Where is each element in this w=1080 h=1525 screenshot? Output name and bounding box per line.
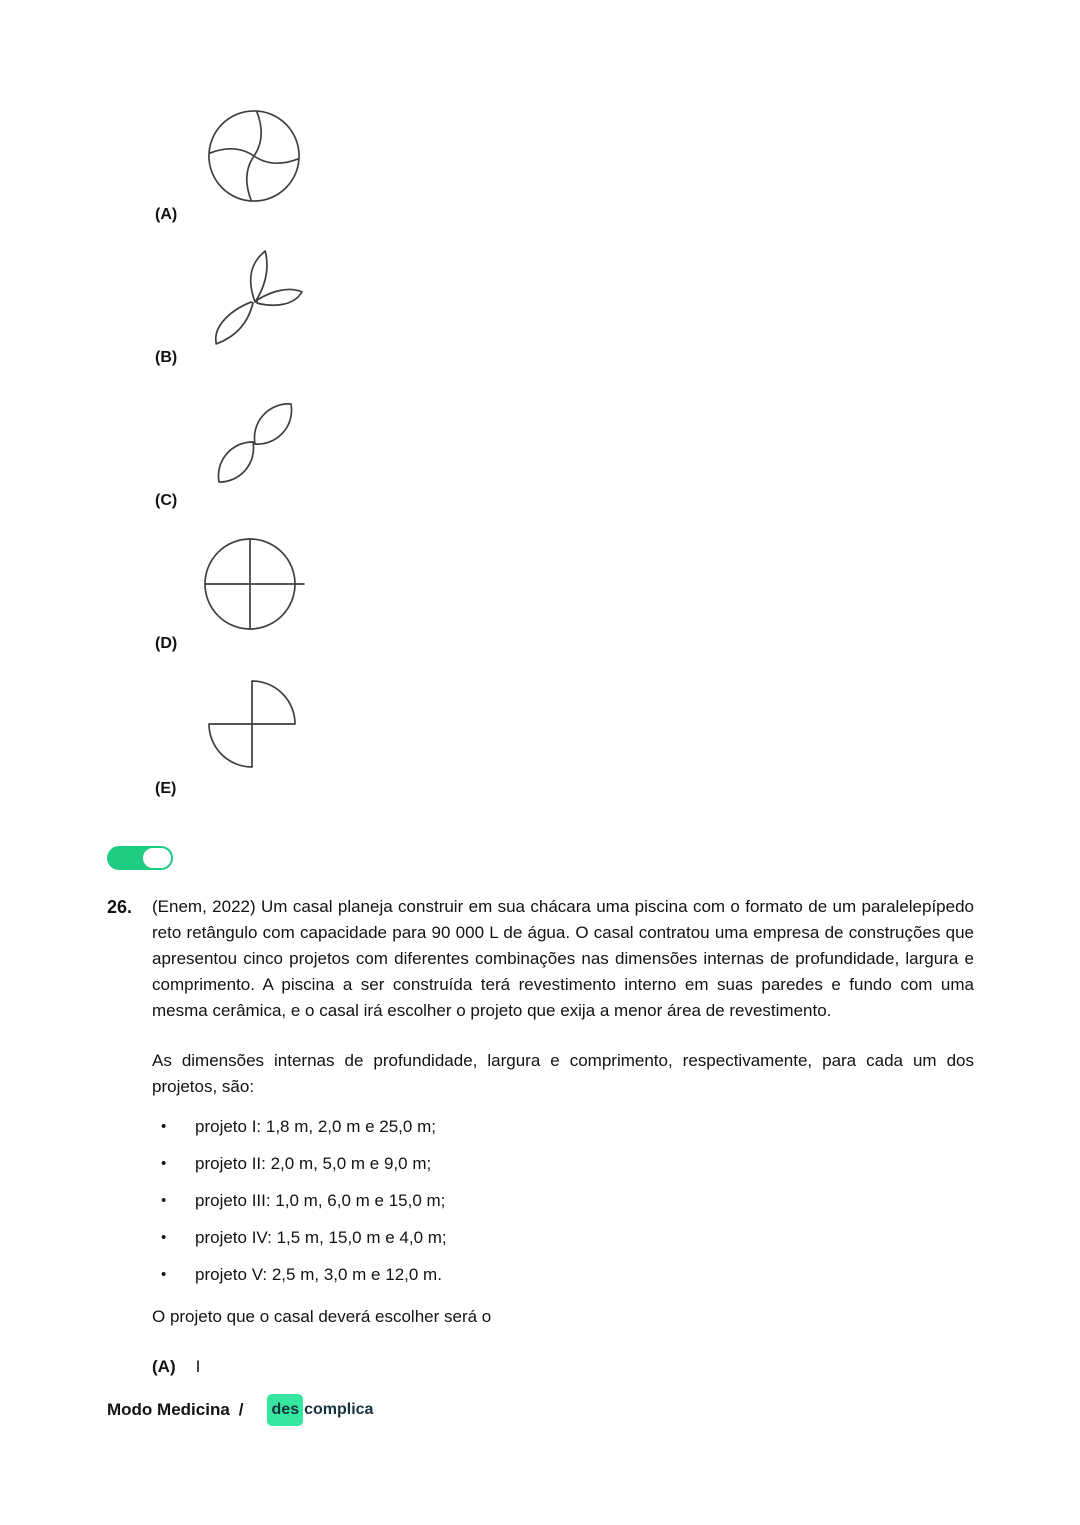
question-body [152,894,974,1380]
question-closing: O projeto que o casal deverá escolher será o [152,1307,492,1326]
answer-option-label: (A) [152,1357,176,1376]
option-e-figure [202,674,302,774]
list-item [152,1188,974,1214]
question-paragraph-1: (Enem, 2022) Um casal planeja construir em sua chácara uma piscina com o formato de um paralelepípedo reto retângulo com capacidade para 90 000 L de água. O casal contratou uma empresa de construções que apresentou cinco projetos com diferentes combinações nas dimensões internas de profundidade, largura e comprimento. A piscina a ser construída terá revestimento interno em suas paredes e fundo com uma mesma cerâmica, e o casal irá escolher o projeto que exija a menor área de revestimento. [152,897,974,1020]
page-footer [107,1394,373,1426]
logo-suffix-text: complica [304,1401,374,1418]
option-b-label: (B) [155,349,178,366]
project-ii-text: projeto II: 2,0 m, 5,0 m e 9,0 m; [195,1154,432,1173]
question-number: 26. [107,897,133,917]
option-b-figure [202,247,304,349]
question-26 [107,894,974,1380]
list-item [152,1114,974,1140]
project-v-text: projeto V: 2,5 m, 3,0 m e 12,0 m. [195,1265,442,1284]
projects-list [152,1114,974,1288]
bullet-icon: • [161,1192,167,1209]
project-iv-text: projeto IV: 1,5 m, 15,0 m e 4,0 m; [195,1228,447,1247]
curved-blades-pinwheel-icon [202,247,304,349]
answer-option-a [152,1354,974,1380]
descomplica-logo [267,1394,374,1426]
question-paragraph-2: As dimensões internas de profundidade, largura e comprimento, respectivamente, para cada um dos projetos, são: [152,1051,974,1096]
toggle-knob[interactable] [141,846,173,870]
list-item [152,1151,974,1177]
circle-cross-icon [202,534,306,634]
list-item [152,1225,974,1251]
option-c-figure [204,392,306,492]
footer-separator: / [238,1400,244,1419]
circle-pinwheel-icon [205,107,303,205]
bullet-icon: • [161,1229,167,1246]
option-a-figure [205,107,303,205]
bullet-icon: • [161,1155,167,1172]
option-d-label: (D) [155,635,178,652]
project-iii-text: projeto III: 1,0 m, 6,0 m e 15,0 m; [195,1191,446,1210]
option-c-label: (C) [155,492,178,509]
answer-toggle[interactable] [107,846,173,870]
logo-green-tile: des [267,1394,304,1426]
answer-option-value: I [195,1357,201,1376]
bullet-icon: • [161,1266,167,1283]
footer-brand-text: Modo Medicina [107,1400,230,1419]
list-item [152,1262,974,1288]
project-i-text: projeto I: 1,8 m, 2,0 m e 25,0 m; [195,1117,436,1136]
option-e-label: (E) [155,780,177,797]
option-a-label: (A) [155,206,178,223]
option-d-figure [202,534,306,634]
quarter-discs-icon [202,674,302,774]
bullet-icon: • [161,1118,167,1135]
two-petals-icon [204,392,306,492]
